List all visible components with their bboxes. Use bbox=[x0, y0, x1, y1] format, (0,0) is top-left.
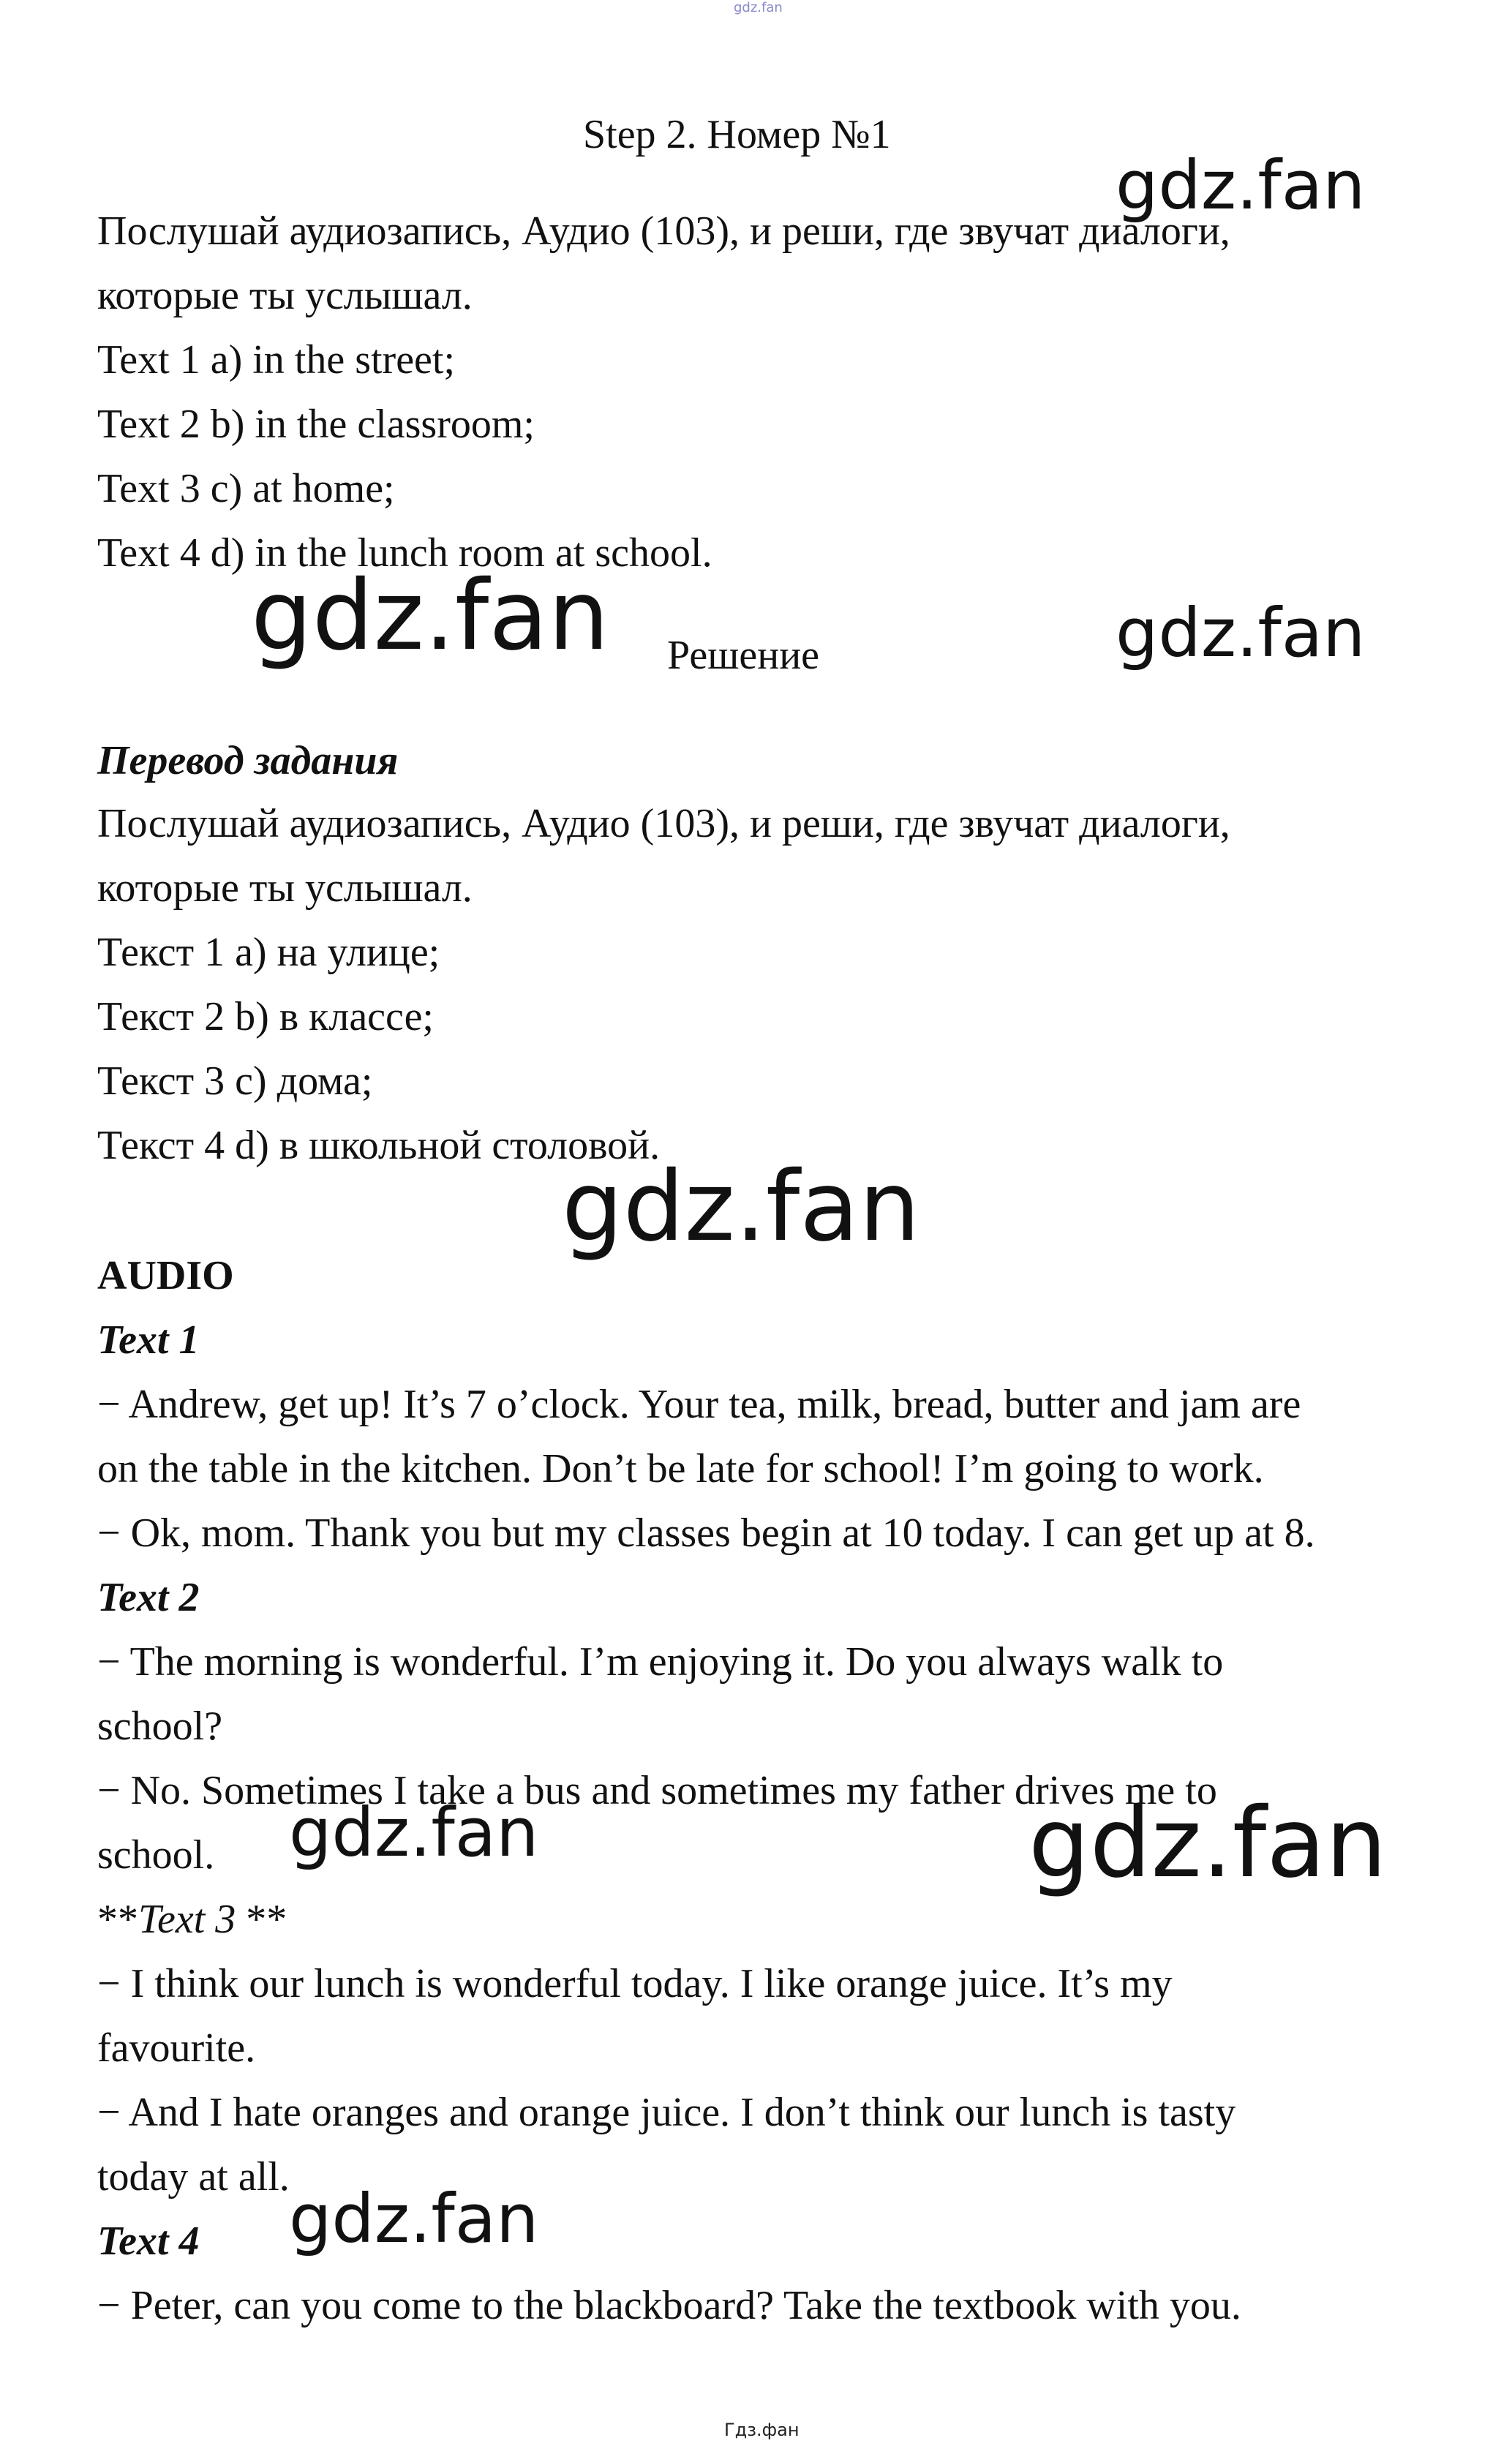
text1-line: − Andrew, get up! It’s 7 o’clock. Your tea, milk, bread, butter and jam are bbox=[97, 1382, 1301, 1427]
page-title: Step 2. Номер №1 bbox=[583, 112, 891, 157]
audio-heading: AUDIO bbox=[97, 1253, 234, 1298]
text3-line: − I think our lunch is wonderful today. I like orange juice. It’s my bbox=[97, 1961, 1173, 2006]
watermark: gdz.fan bbox=[1116, 594, 1366, 672]
translation-line: которые ты услышал. bbox=[97, 865, 473, 911]
text1-line: on the table in the kitchen. Don’t be late for school! I’m going to work. bbox=[97, 1446, 1264, 1491]
task-line: Text 2 b) in the classroom; bbox=[97, 402, 535, 447]
text2-heading: Text 2 bbox=[97, 1575, 200, 1620]
footer-text: Гдз.фан bbox=[724, 2420, 800, 2440]
text3-line: favourite. bbox=[97, 2025, 256, 2071]
task-line: Text 3 c) at home; bbox=[97, 466, 395, 511]
watermark: gdz.fan bbox=[1028, 1787, 1387, 1900]
text2-line: − The morning is wonderful. I’m enjoying it. Do you always walk to bbox=[97, 1639, 1224, 1685]
translation-line: Текст 4 d) в школьной столовой. bbox=[97, 1123, 661, 1168]
task-line: Послушай аудиозапись, Аудио (103), и реши, где звучат диалоги, bbox=[97, 208, 1230, 254]
text3-heading-suffix: ** bbox=[236, 1897, 287, 1942]
text3-heading-text: Text 3 bbox=[138, 1897, 236, 1942]
text4-heading: Text 4 bbox=[97, 2219, 200, 2264]
text2-line: school. bbox=[97, 1832, 215, 1878]
watermark: gdz.fan bbox=[289, 2180, 539, 2258]
text1-heading: Text 1 bbox=[97, 1317, 200, 1363]
watermark: gdz.fan bbox=[251, 560, 609, 672]
translation-line: Послушай аудиозапись, Аудио (103), и реши, где звучат диалоги, bbox=[97, 801, 1230, 846]
translation-heading: Перевод задания bbox=[97, 738, 399, 783]
watermark: gdz.fan bbox=[562, 1151, 920, 1263]
text3-line: today at all. bbox=[97, 2154, 290, 2199]
translation-line: Текст 3 c) дома; bbox=[97, 1058, 373, 1104]
solution-label: Решение bbox=[667, 633, 820, 678]
text4-line: − Peter, can you come to the blackboard? Take the textbook with you. bbox=[97, 2283, 1241, 2328]
header-watermark: gdz.fan bbox=[734, 0, 783, 15]
watermark: gdz.fan bbox=[1116, 146, 1366, 225]
translation-line: Текст 1 a) на улице; bbox=[97, 930, 440, 975]
watermark: gdz.fan bbox=[289, 1794, 539, 1872]
text1-line: − Ok, mom. Thank you but my classes begin at 10 today. I can get up at 8. bbox=[97, 1510, 1315, 1556]
text3-heading-prefix: ** bbox=[97, 1897, 138, 1942]
text2-line: − No. Sometimes I take a bus and sometimes my father drives me to bbox=[97, 1768, 1217, 1813]
text3-heading bbox=[97, 1887, 287, 1952]
text2-line: school? bbox=[97, 1704, 223, 1749]
translation-line: Текст 2 b) в классе; bbox=[97, 994, 434, 1039]
task-line: Text 4 d) in the lunch room at school. bbox=[97, 530, 712, 576]
text3-line: − And I hate oranges and orange juice. I don’t think our lunch is tasty bbox=[97, 2090, 1236, 2135]
task-line: которые ты услышал. bbox=[97, 273, 473, 318]
task-line: Text 1 a) in the street; bbox=[97, 337, 456, 383]
